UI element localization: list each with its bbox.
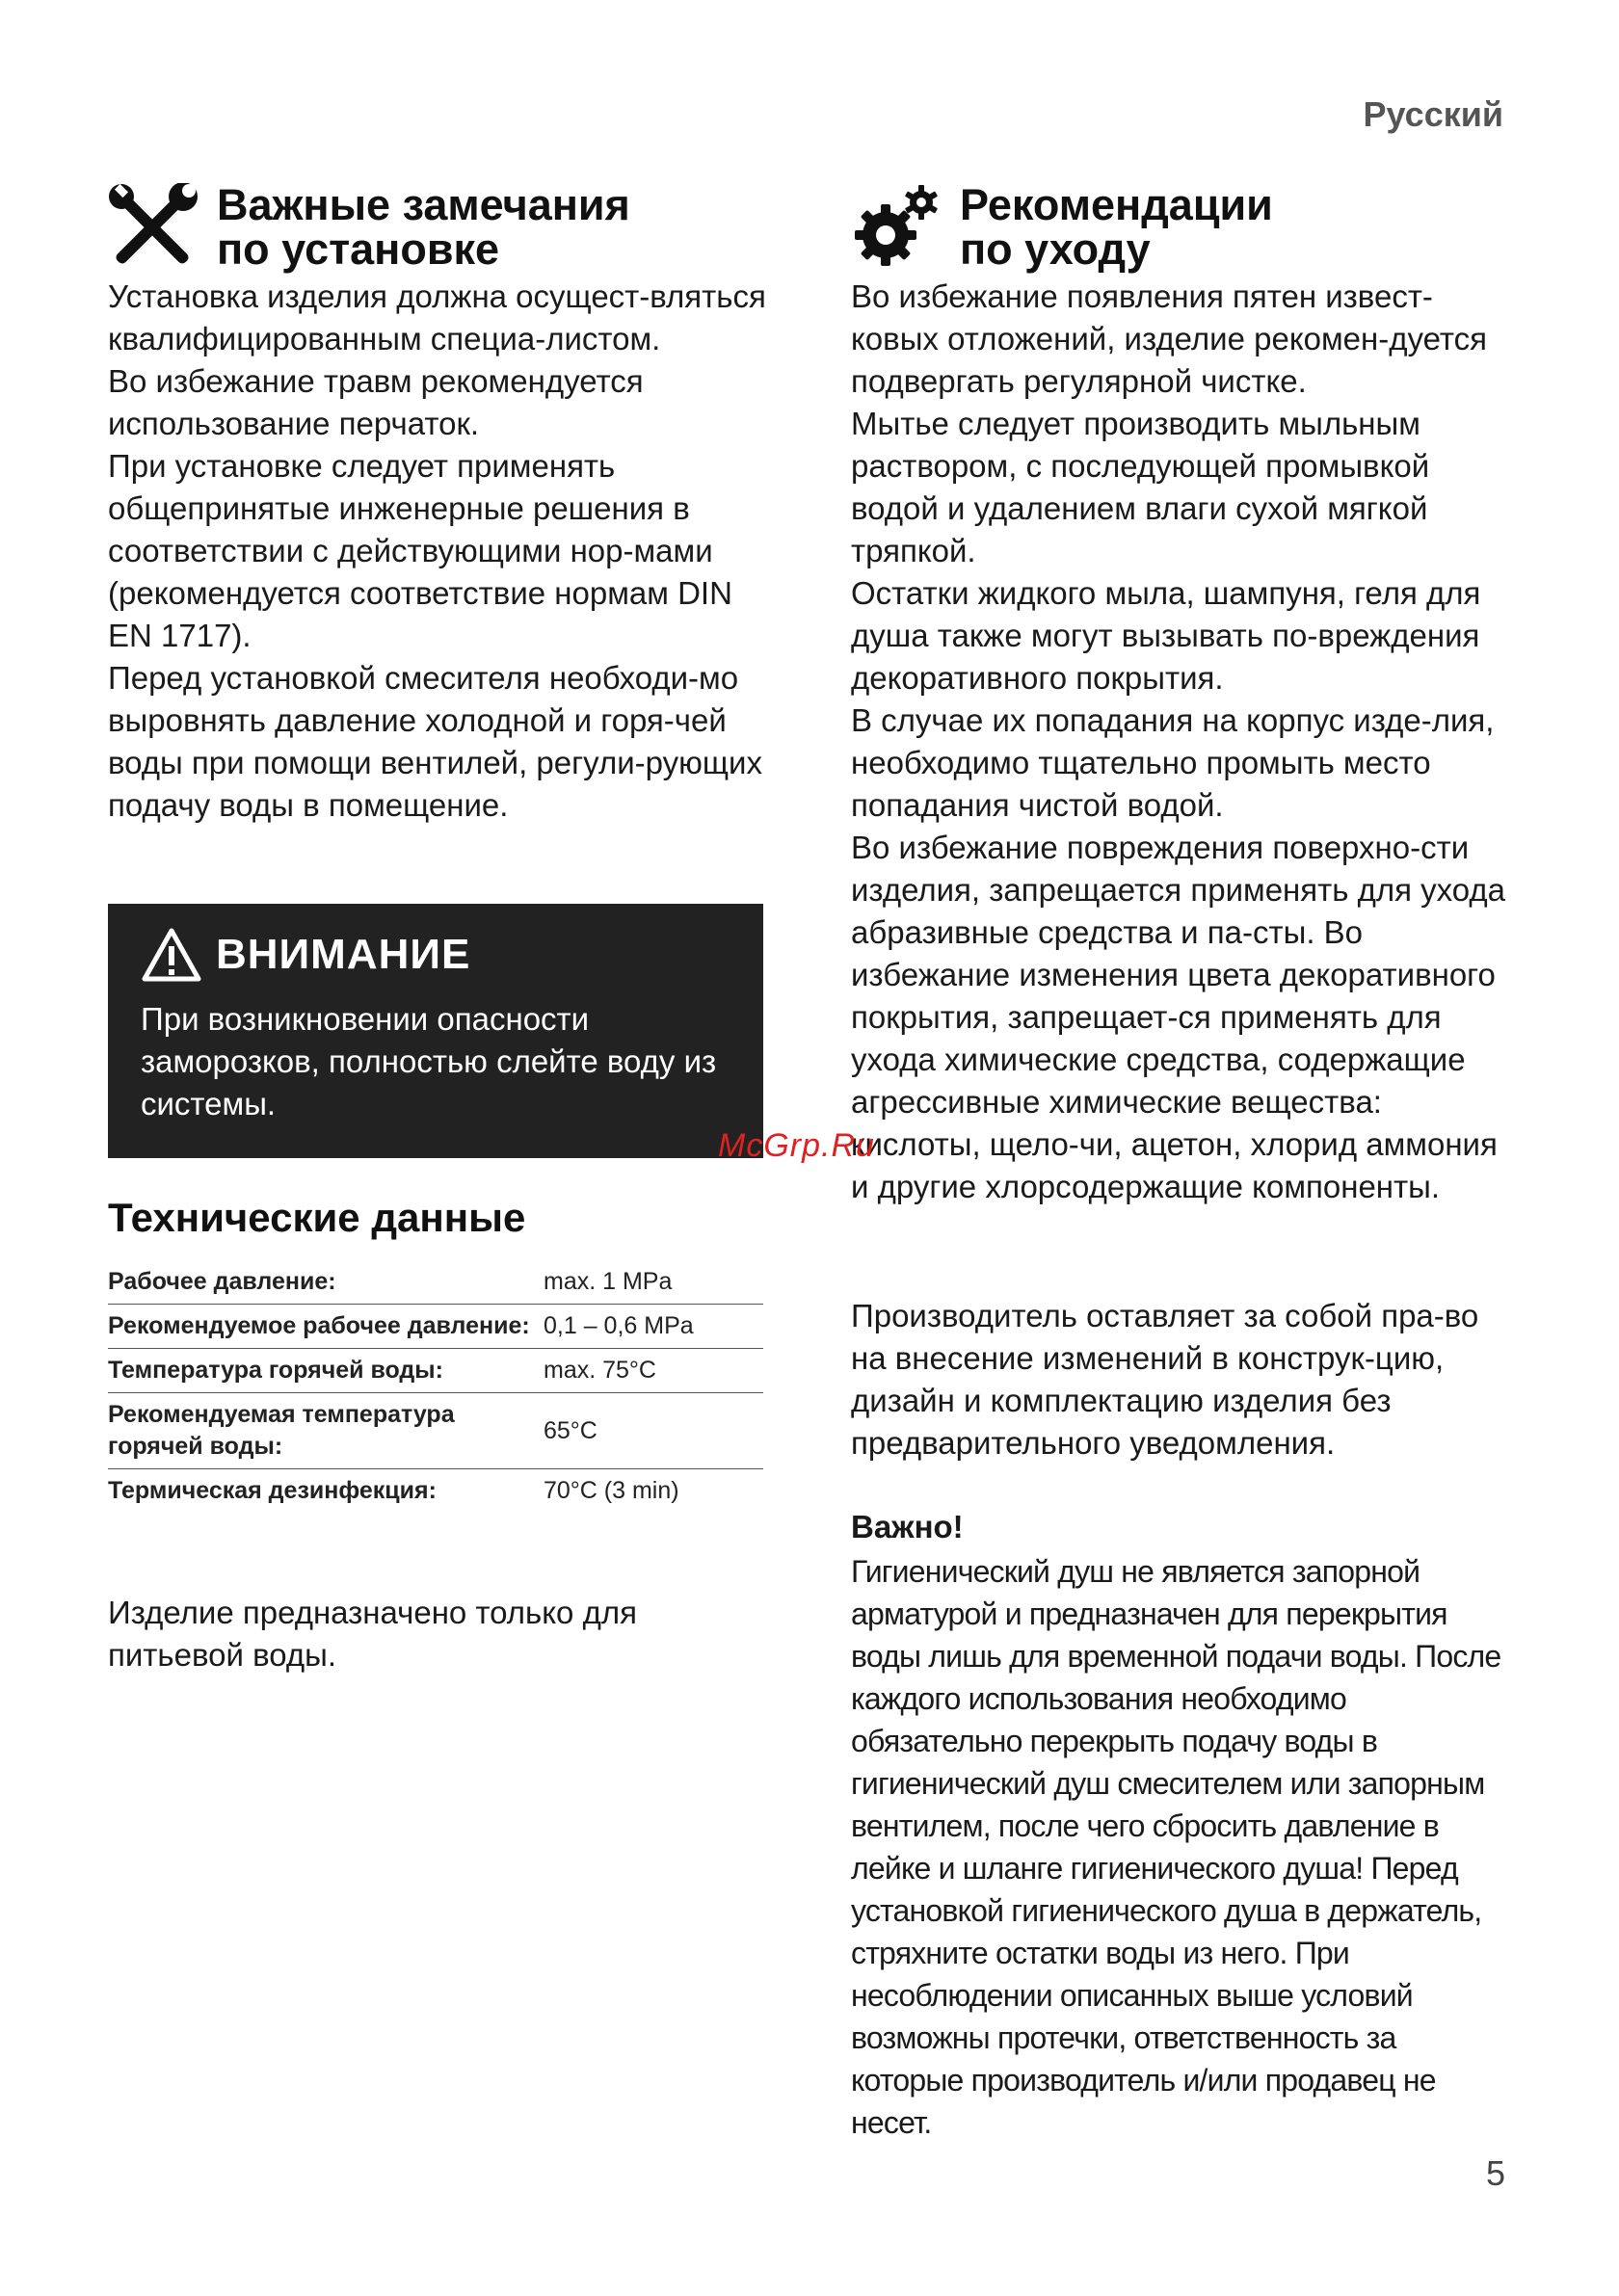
important-text: Гигиенический душ не является запорной арматурой и предназначен для перекрытия воды лишь для временной подачи воды. После каждого использования необходимо обязательно перекрыть подачу воды в гигиенический душ смесителем или запорным вентилем, после чего сбросить давление в лейке и шланге гигиенического душа! Перед установкой гигиенического душа в держатель, стряхните остатки воды из него. При несоблюдении описанных выше условий возможны протечки, ответственность за которые производитель и/или продавец не несет.: [851, 1554, 1501, 2140]
installation-title-line1: Важные замечания: [217, 180, 630, 229]
spec-value: 70°C (3 min): [544, 1477, 679, 1504]
technical-data-table: [108, 1260, 763, 1513]
spec-value: 65°C: [544, 1416, 597, 1444]
care-title-line2: по уходу: [960, 224, 1151, 274]
spec-label: Рабочее давление:: [108, 1268, 336, 1295]
care-heading: [851, 180, 1506, 274]
install-paragraph: При установке следует применять общепринятые инженерные решения в соответствии с действующими нор-мами (рекомендуется соответствие нормам DIN EN 1717).: [108, 448, 732, 653]
care-paragraph: Во избежание появления пятен извест-ковых отложений, изделие рекомен-дуется подвергать регулярной чистке.: [851, 278, 1487, 399]
technical-data-section: [108, 1195, 763, 1513]
table-row: [108, 1260, 763, 1305]
manufacturer-notice: Производитель оставляет за собой пра-во на внесение изменений в конструк-цию, дизайн и комплектацию изделия без предварительного уведомления.: [851, 1298, 1479, 1461]
spec-value: max. 1 MPa: [544, 1268, 673, 1295]
care-title-line1: Рекомендации: [960, 180, 1273, 229]
install-paragraph: Во избежание травм рекомендуется использование перчаток.: [108, 363, 644, 441]
installation-title-line2: по установке: [217, 224, 500, 274]
spec-value: max. 75°C: [544, 1357, 656, 1384]
tools-icon: [108, 183, 199, 272]
spec-value: 0,1 – 0,6 MPa: [544, 1312, 694, 1339]
care-section: [851, 180, 1506, 1208]
care-paragraph: Остатки жидкого мыла, шампуня, геля для душа также могут вызывать по-вреждения декоративного покрытия.: [851, 575, 1481, 696]
installation-heading: [108, 180, 768, 274]
page-number: 5: [1485, 2153, 1505, 2193]
care-paragraph: Мытье следует производить мыльным раствором, с последующей промывкой водой и удалением влаги сухой мягкой тряпкой.: [851, 406, 1430, 568]
spec-label: Рекомендуемое рабочее давление:: [108, 1312, 530, 1339]
table-row: [108, 1349, 763, 1393]
gears-icon: [851, 183, 942, 272]
technical-data-title: Технические данные: [108, 1195, 526, 1240]
warning-box: [108, 904, 763, 1158]
spec-label: Рекомендуемая температура горячей воды:: [108, 1401, 455, 1460]
table-row: [108, 1305, 763, 1349]
drinking-water-note: Изделие предназначено только для питьевой воды.: [108, 1595, 637, 1673]
spec-label: Термическая дезинфекция:: [108, 1477, 437, 1504]
table-row: [108, 1469, 763, 1514]
install-paragraph: Установка изделия должна осущест-вляться квалифицированным специа-листом.: [108, 278, 766, 356]
important-section: [851, 1506, 1506, 2144]
warning-title: ВНИМАНИЕ: [216, 931, 471, 978]
care-paragraph: В случае их попадания на корпус изде-лия, необходимо тщательно промыть место попадания чистой водой.: [851, 702, 1495, 823]
watermark: McGrp.Ru: [718, 1127, 875, 1164]
spec-label: Температура горячей воды:: [108, 1357, 443, 1384]
warning-text: При возникновении опасности заморозков, полностью слейте воду из системы.: [141, 1001, 717, 1122]
installation-section: [108, 180, 768, 827]
warning-triangle-icon: [141, 927, 202, 983]
language-label: Русский: [1363, 94, 1503, 134]
care-paragraph: Во избежание повреждения поверхно-сти изделия, запрещается применять для ухода абразивные средства и па-сты. Во избежание изменения цвета декоративного покрытия, запрещает-ся применять для ухода химические средства, содержащие агрессивные химические вещества: кислоты, щело-чи, ацетон, хлорид аммония и другие хлорсодержащие компоненты.: [851, 830, 1506, 1204]
install-paragraph: Перед установкой смесителя необходи-мо выровнять давление холодной и горя-чей воды при помощи вентилей, регули-рующих подачу воды в помещение.: [108, 660, 762, 823]
table-row: [108, 1393, 763, 1469]
important-title: Важно!: [851, 1509, 964, 1544]
